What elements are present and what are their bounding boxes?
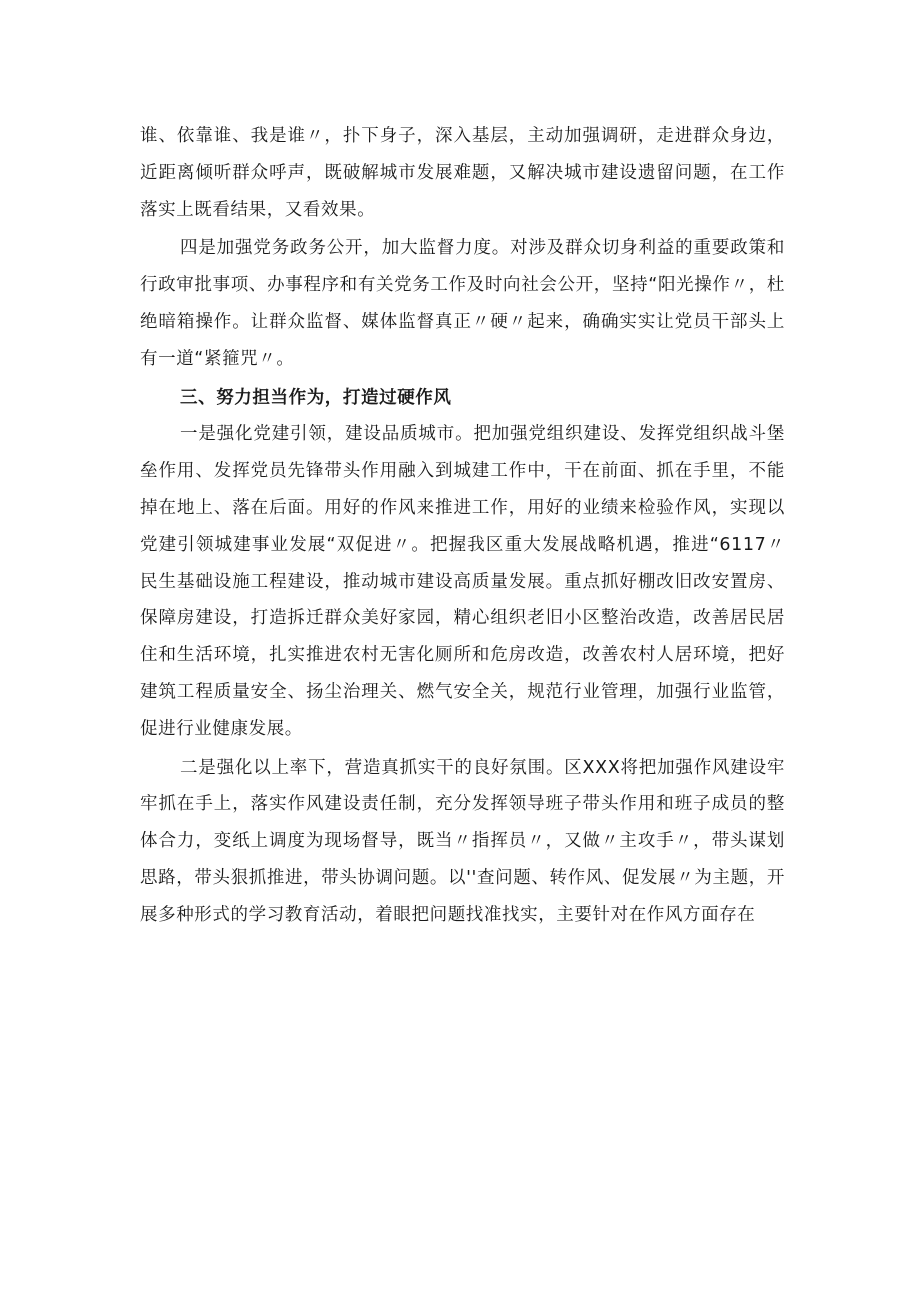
section-heading-three: 三、努力担当作为，打造过硬作风	[180, 387, 452, 408]
paragraph-four-openness: 四是加强党务政务公开，加大监督力度。对涉及群众切身利益的重要政策和行政审批事项、办事程序和有关党务工作及时向社会公开，坚持“阳光操作〃，杜绝暗箱操作。让群众监督、媒体监督真正〃硬〃起来，确确实实让党员干部头上有一道“紧箍咒〃。	[140, 238, 785, 369]
paragraph-continuation: 谁、依靠谁、我是谁〃，扑下身子，深入基层，主动加强调研，走进群众身边，近距离倾听群众呼声，既破解城市发展难题，又解决城市建设遗留问题，在工作落实上既看结果，又看效果。	[140, 126, 785, 220]
paragraph-lead-by-example: 二是强化以上率下，营造真抓实干的良好氛围。区XXX将把加强作风建设牢牢抓在手上，落实作风建设责任制，充分发挥领导班子带头作用和班子成员的整体合力，变纸上调度为现场督导，既当〃指挥员〃，又做〃主攻手〃，带头谋划思路，带头狠抓推进，带头协调问题。以''查问题、转作风、促发展〃为主题，开展多种形式的学习教育活动，着眼把问题找准找实，主要针对在作风方面存在	[140, 757, 785, 925]
paragraph-party-building: 一是强化党建引领，建设品质城市。把加强党组织建设、发挥党组织战斗堡垒作用、发挥党员先锋带头作用融入到城建工作中，干在前面、抓在手里，不能掉在地上、落在后面。用好的作风来推进工作，用好的业绩来检验作风，实现以党建引领城建事业发展“双促进〃。把握我区重大发展战略机遇，推进“6117〃民生基础设施工程建设，推动城市建设高质量发展。重点抓好棚改旧改安置房、保障房建设，打造拆迁群众美好家园，精心组织老旧小区整治改造，改善居民居住和生活环境，扎实推进农村无害化厕所和危房改造，改善农村人居环境，把好建筑工程质量安全、扬尘治理关、燃气安全关，规范行业管理，加强行业监管，促进行业健康发展。	[140, 424, 785, 739]
document-body	[140, 118, 785, 934]
